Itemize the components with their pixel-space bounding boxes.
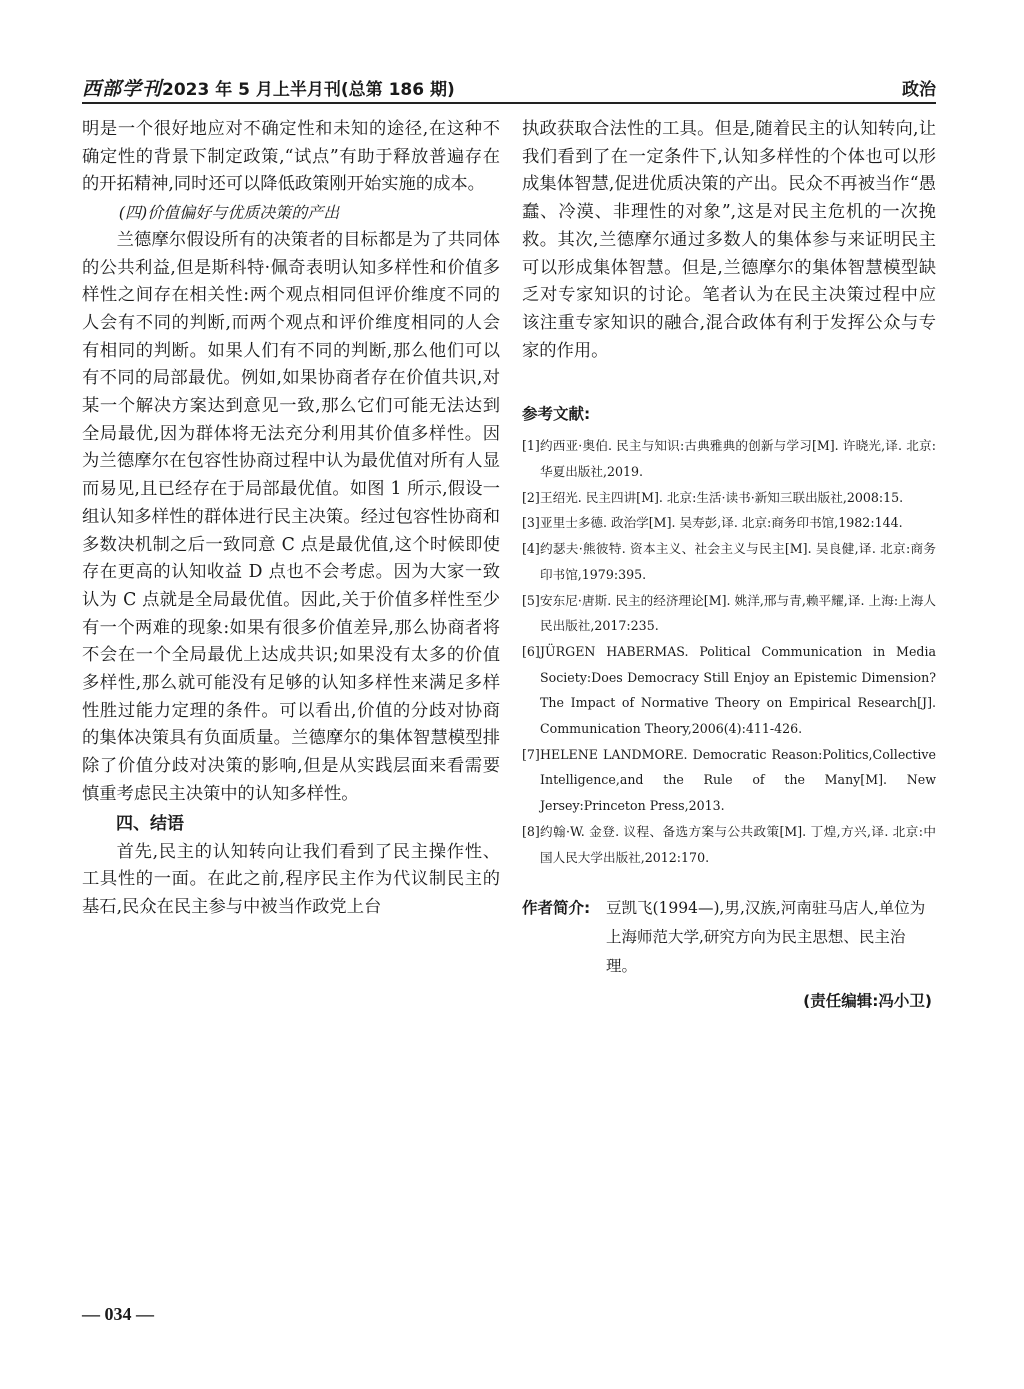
section-name: 政治 [902, 80, 936, 100]
reference-item: [1] 约西亚·奥伯. 民主与知识:古典雅典的创新与学习[M]. 许晓光,译. 北京:华夏出版社,2019. [522, 438, 936, 480]
paragraph: 明是一个很好地应对不确定性和未知的途径,在这种不确定性的背景下制定政策,“试点”有助于释放普遍存在的开拓精神,同时还可以降低政策刚开始实施的成本。 [82, 119, 500, 195]
author-bio [522, 894, 936, 981]
reference-item: [7] HELENE LANDMORE. Democratic Reason:Politics,Collective Intelligence,and the Rule of the Many[M]. New Jersey:Princeton Press,2013. [522, 746, 936, 814]
reference-item: [4] 约瑟夫·熊彼特. 资本主义、社会主义与民主[M]. 吴良健,译. 北京:商务印书馆,1979:395. [522, 541, 936, 582]
page-number: — 034 — [82, 1304, 154, 1324]
paragraph: 执政获取合法性的工具。但是,随着民主的认知转向,让我们看到了在一定条件下,认知多样性的个体也可以形成集体智慧,促进优质决策的产出。民众不再被当作“愚蠢、冷漠、非理性的对象”,这是对民主危机的一次挽救。其次,兰德摩尔通过多数人的集体参与来证明民主可以形成集体智慧。但是,兰德摩尔的集体智慧模型缺乏对专家知识的讨论。笔者认为在民主决策过程中应该注重专家知识的融合,混合政体有利于发挥公众与专家的作用。 [522, 119, 936, 361]
references-title: 参考文献: [522, 405, 591, 424]
reference-item: [8] 约翰·W. 金登. 议程、备选方案与公共政策[M]. 丁煌,方兴,译. 北京:中国人民大学出版社,2012:170. [522, 823, 936, 865]
author-bio-label: 作者简介: [522, 899, 591, 918]
paragraph: 首先,民主的认知转向让我们看到了民主操作性、工具性的一面。在此之前,程序民主作为代议制民主的基石,民众在民主参与中被当作政党上台 [82, 841, 500, 917]
issue-info: 2023 年 5 月上半月刊(总第 186 期) [162, 80, 455, 100]
left-column [82, 116, 500, 922]
reference-item: [6] JÜRGEN HABERMAS. Political Communication in Media Society:Does Democracy Still Enjoy an Epistemic Dimension? The Impact of Normative Theory on Empirical Research[J]. Communication Theory,2006(4):411-426. [522, 643, 936, 737]
subsection-heading: (四)价值偏好与优质决策的产出 [118, 203, 340, 223]
page-header [82, 74, 936, 102]
right-column [522, 116, 936, 1011]
author-bio-text: 豆凯飞(1994—),男,汉族,河南驻马店人,单位为上海师范大学,研究方向为民主思想、民主治理。 [606, 899, 926, 976]
section-heading: 四、结语 [116, 813, 184, 834]
editor-note: (责任编辑:冯小卫) [803, 992, 932, 1011]
journal-logo: 西部学刊 [82, 78, 163, 100]
paragraph: 兰德摩尔假设所有的决策者的目标都是为了共同体的公共利益,但是斯科特·佩奇表明认知多样性和价值多样性之间存在相关性:两个观点相同但评价维度不同的人会有不同的判断,而两个观点和评价维度相同的人会有相同的判断。如果人们有不同的判断,那么他们可以有不同的局部最优。例如,如果协商者存在价值共识,对某一个解决方案达到意见一致,那么它们可能无法达到全局最优,因为群体将无法充分利用其价值多样性。因为兰德摩尔在包容性协商过程中认为最优值对所有人显而易见,且已经存在于局部最优值。如图 1 所示,假设一组认知多样性的群体进行民主决策。经过包容性协商和多数决机制之后一致同意 C 点是最优值,这个时候即使存在更高的认知收益 D 点也不会考虑。因为大家一致认为 C 点就是全局最优值。因此,关于价值多样性至少有一个两难的现象:如果有很多价值差异,那么协商者将不会在一个全局最优上达成共识;如果没有太多的价值多样性,那么就可能没有足够的认知多样性来满足多样性胜过能力定理的条件。可以看出,价值的分歧对协商的集体决策具有负面质量。兰德摩尔的集体智慧模型排除了价值分歧对决策的影响,但是从实践层面来看需要慎重考虑民主决策中的认知多样性。 [82, 229, 500, 804]
header-rule [82, 102, 936, 104]
reference-item: [3] 亚里士多德. 政治学[M]. 吴寿彭,译. 北京:商务印书馆,1982:144. [522, 515, 903, 531]
reference-item: [5] 安东尼·唐斯. 民主的经济理论[M]. 姚洋,邢与青,赖平耀,译. 上海:上海人民出版社,2017:235. [522, 592, 936, 634]
references-list [522, 433, 936, 870]
reference-item: [2] 王绍光. 民主四讲[M]. 北京:生活·读书·新知三联出版社,2008:15. [522, 489, 904, 505]
